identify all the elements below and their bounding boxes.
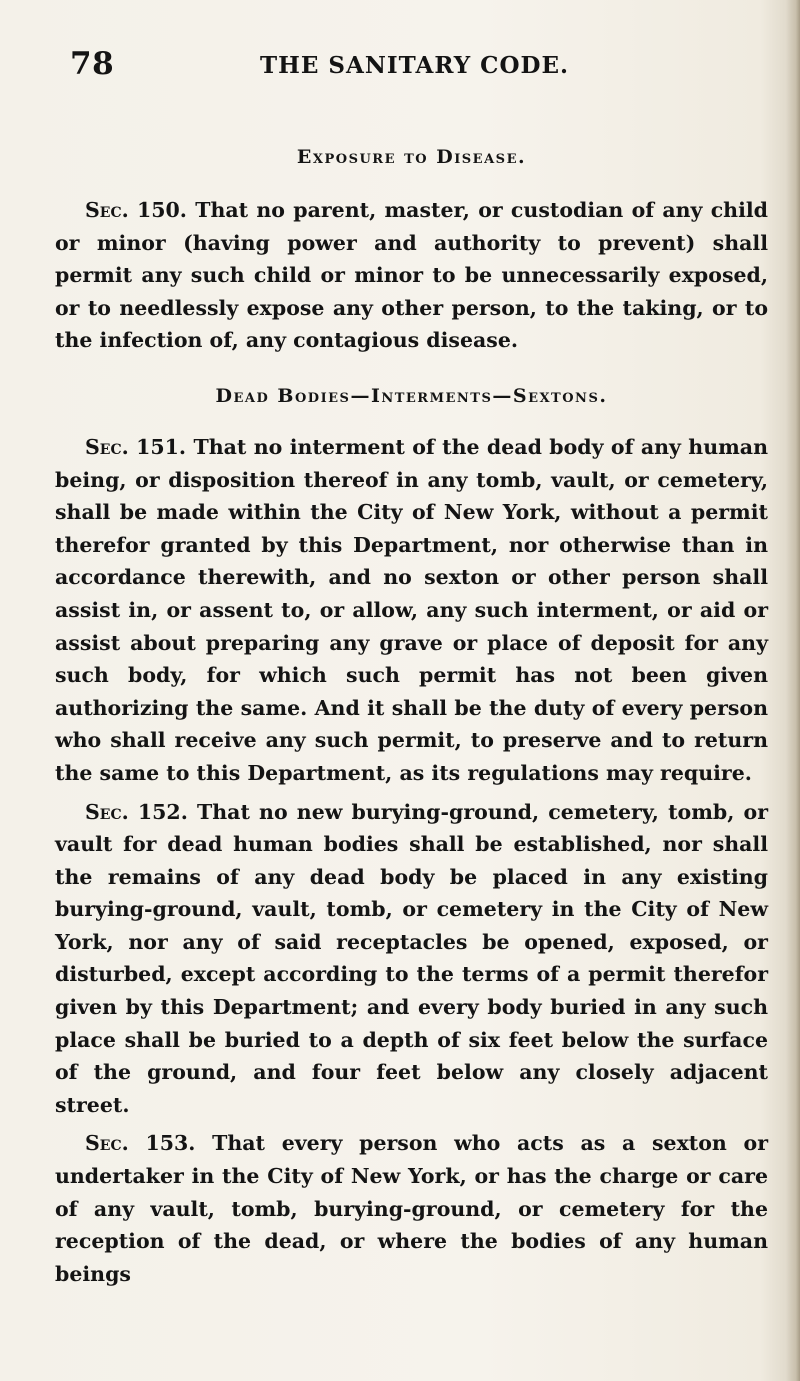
- section-heading-exposure: Exposure to Disease.: [296, 146, 527, 168]
- section-151: [55, 431, 768, 790]
- page-header: [70, 46, 770, 86]
- section-text: That every person who acts as a sexton or undertaker in the City of New York, or has the charge or care of any vault, tomb, burying-ground, or cemetery for the reception of the dead, or where the bodies of any human beings: [55, 1131, 769, 1286]
- page-edge-shadow: [786, 0, 800, 1381]
- page-body: [55, 140, 768, 1296]
- section-text: That no interment of the dead body of any human being, or disposition thereof in any tomb, vault, or cemetery, shall be made within the City of New York, without a permit therefor granted by this Department, nor otherwise than in accordance therewith, and no sexton or other person shall assist in, or assent to, or allow, any such interment, or aid or assist about preparing any grave or place of deposit for any such body, for which such permit has not been given authorizing the same. And it shall be the duty of every person who shall receive any such permit, to preserve and to return the same to this Department, as its regulations may require.: [55, 434, 768, 785]
- section-label: Sec. 150.: [85, 198, 187, 222]
- section-153: [55, 1127, 768, 1290]
- section-150: [55, 194, 768, 357]
- section-text: That no new burying-ground, cemetery, tomb, or vault for dead human bodies shall be established, nor shall the remains of any dead body be placed in any existing burying-ground, vault, tomb, or cemetery in the City of New York, nor any of said receptacles be opened, exposed, or disturbed, except according to the terms of a permit therefor given by this Department; and every body buried in any such place shall be buried to a depth of six feet below the surface of the ground, and four feet below any closely adjacent street.: [55, 799, 768, 1117]
- section-text: That no parent, master, or custodian of any child or minor (having power and authority to prevent) shall permit any such child or minor to be unnecessarily exposed, or to needlessly expose any other person, to the taking, or to the infection of, any contagious disease.: [55, 198, 768, 353]
- running-head: THE SANITARY CODE.: [260, 52, 569, 79]
- section-label: Sec. 152.: [85, 799, 188, 824]
- section-label: Sec. 153.: [85, 1131, 196, 1156]
- section-152: [55, 796, 768, 1122]
- section-heading-dead-bodies: Dead Bodies—Interments—Sextons.: [215, 384, 608, 407]
- page-number: 78: [70, 46, 115, 82]
- section-label: Sec. 151.: [85, 434, 187, 459]
